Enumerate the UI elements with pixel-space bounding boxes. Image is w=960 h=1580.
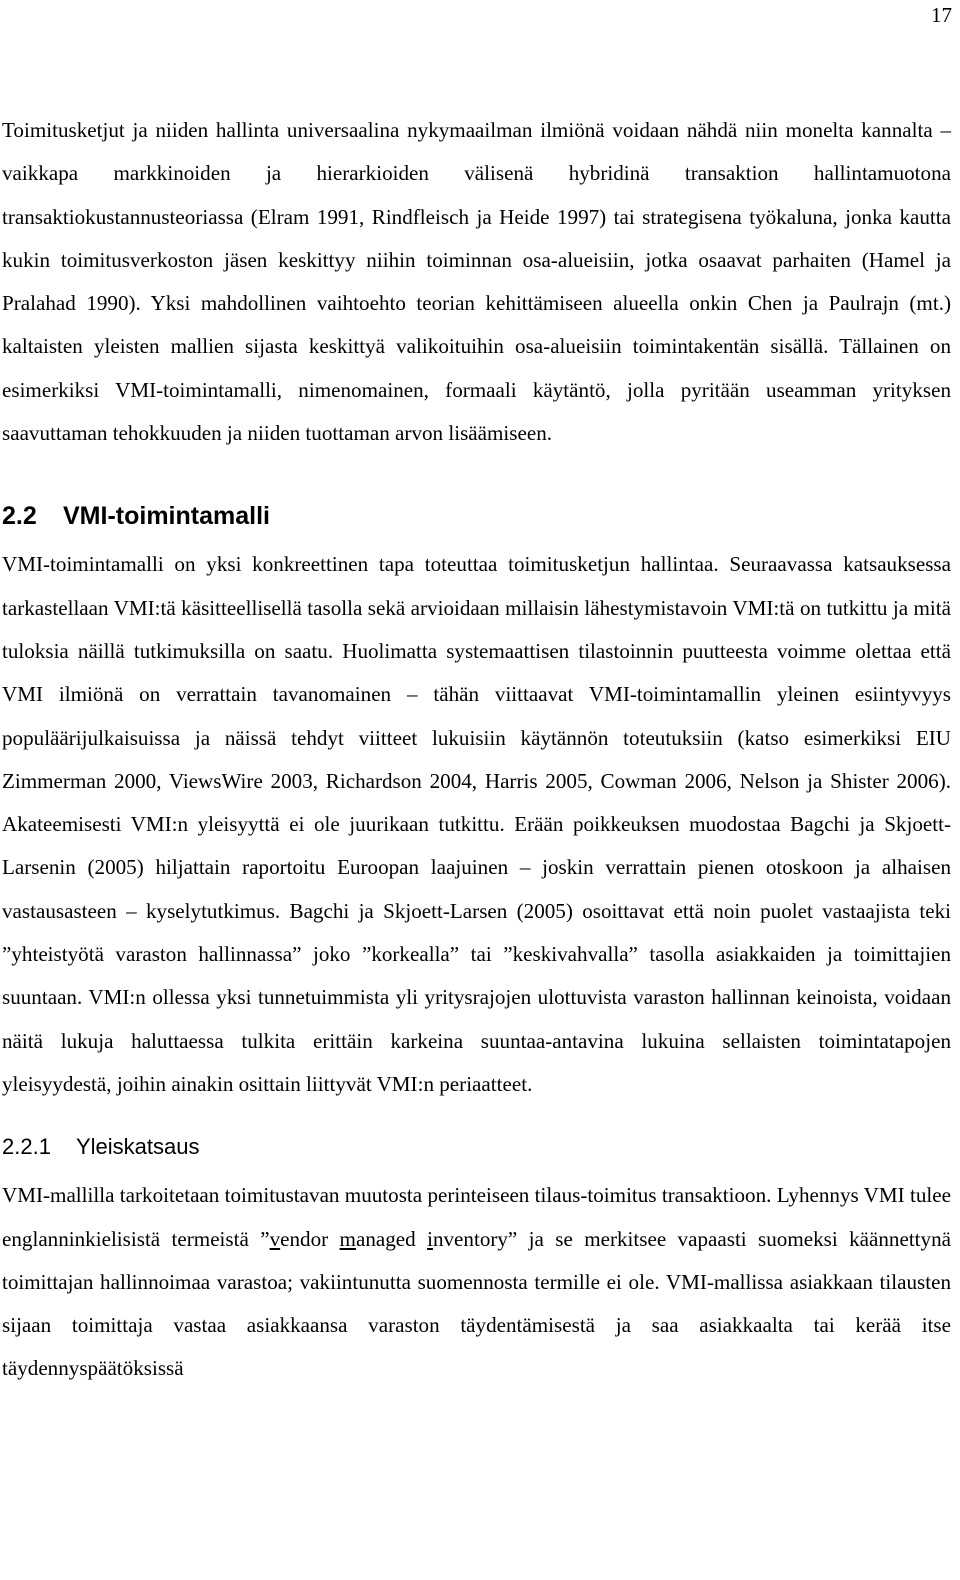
page-content [2, 109, 951, 1391]
subsection-heading [2, 1134, 951, 1160]
paragraph-intro: Toimitusketjut ja niiden hallinta universaalina nykymaailman ilmiönä voidaan nähdä niin monelta kannalta – vaikkapa markkinoiden ja hierarkioiden välisenä hybridinä transaktion hallintamuotona transaktiokustannusteoriassa (Elram 1991, Rindfleisch ja Heide 1997) tai strategisena työkaluna, jonka kautta kukin toimitusverkoston jäsen keskittyy niihin toiminnan osa-alueisiin, jotka osaavat parhaiten (Hamel ja Pralahad 1990). Yksi mahdollinen vaihtoehto teorian kehittämiseen alueella onkin Chen ja Paulrajn (mt.) kaltaisten yleisten mallien sijasta keskittyä valikoituihin osa-alueisiin toimintakentän sisällä. Tällainen on esimerkiksi VMI-toimintamalli, nimenomainen, formaali käytäntö, jolla pyritään useamman yrityksen saavuttaman tehokkuuden ja niiden tuottaman arvon lisäämiseen. [2, 118, 951, 446]
paragraph-definition [2, 1174, 951, 1390]
page-number: 17 [931, 3, 952, 27]
definition-endor: endor [280, 1226, 340, 1251]
underlined-letter-v: v [269, 1226, 281, 1251]
definition-lead: VMI-mallilla tarkoitetaan toimitustavan muutosta perinteiseen tilaus-toimitus transaktioon. Lyhennys VMI tulee englanninkielisistä termeistä ” [2, 1183, 951, 1251]
section-title: VMI-toimintamalli [63, 502, 270, 531]
subsection-title: Yleiskatsaus [76, 1134, 200, 1160]
section-number: 2.2 [2, 502, 37, 531]
paragraph-vmi-overview: VMI-toimintamalli on yksi konkreettinen tapa toteuttaa toimitusketjun hallintaa. Seuraavassa katsauksessa tarkastellaan VMI:tä käsitteellisellä tasolla sekä arvioidaan millaisin lähestymistavoin VMI:tä on tutkittu ja mitä tuloksia näillä tutkimuksilla on saatu. Huolimatta systemaattisen tilastoinnin puutteesta voimme olettaa että VMI ilmiönä on verrattain tavanomainen – tähän viittaavat VMI-toimintamallin yleinen esiintyvyys populäärijulkaisuissa ja näissä tehdyt viitteet lukuisiin käytännön toteutuksiin (katso esimerkiksi EIU Zimmerman 2000, ViewsWire 2003, Richardson 2004, Harris 2005, Cowman 2006, Nelson ja Shister 2006). Akateemisesti VMI:n yleisyyttä ei ole juurikaan tutkittu. Erään poikkeuksen muodostaa Bagchi ja Skjoett-Larsenin (2005) hiljattain raportoitu Euroopan laajuinen – joskin verrattain pienen otoskoon ja alhaisen vastausasteen – kyselytutkimus. Bagchi ja Skjoett-Larsen (2005) osoittavat että noin puolet vastaajista teki ”yhteistyötä varaston hallinnassa” joko ”korkealla” tai ”keskivahvalla” tasolla asiakkaiden ja toimittajien suuntaan. VMI:n ollessa yksi tunnetuimmista yli yritysrajojen ulottuvista varaston hallinnan keinoista, voidaan näitä lukuja haluttaessa tulkita erittäin karkeina suuntaa-antavina lukuina sellaisten toimintatapojen yleisyydestä, joihin ainakin osittain liittyvät VMI:n periaatteet. [2, 552, 951, 1096]
section-heading [2, 501, 951, 531]
underlined-letter-i: i [427, 1226, 433, 1251]
underlined-letter-m: m [339, 1226, 356, 1251]
definition-anaged: anaged [355, 1226, 428, 1251]
subsection-number: 2.2.1 [2, 1134, 51, 1160]
definition-tail: nventory” ja se merkitsee vapaasti suomeksi käännettynä toimittajan hallinnoimaa varastoa; vakiintunutta suomennosta termille ei ole. VMI-mallissa asiakkaan tilausten sijaan toimittaja vastaa asiakkaansa varaston täydentämisestä ja saa asiakkaalta tai kerää itse täydennyspäätöksissä [2, 1226, 951, 1381]
